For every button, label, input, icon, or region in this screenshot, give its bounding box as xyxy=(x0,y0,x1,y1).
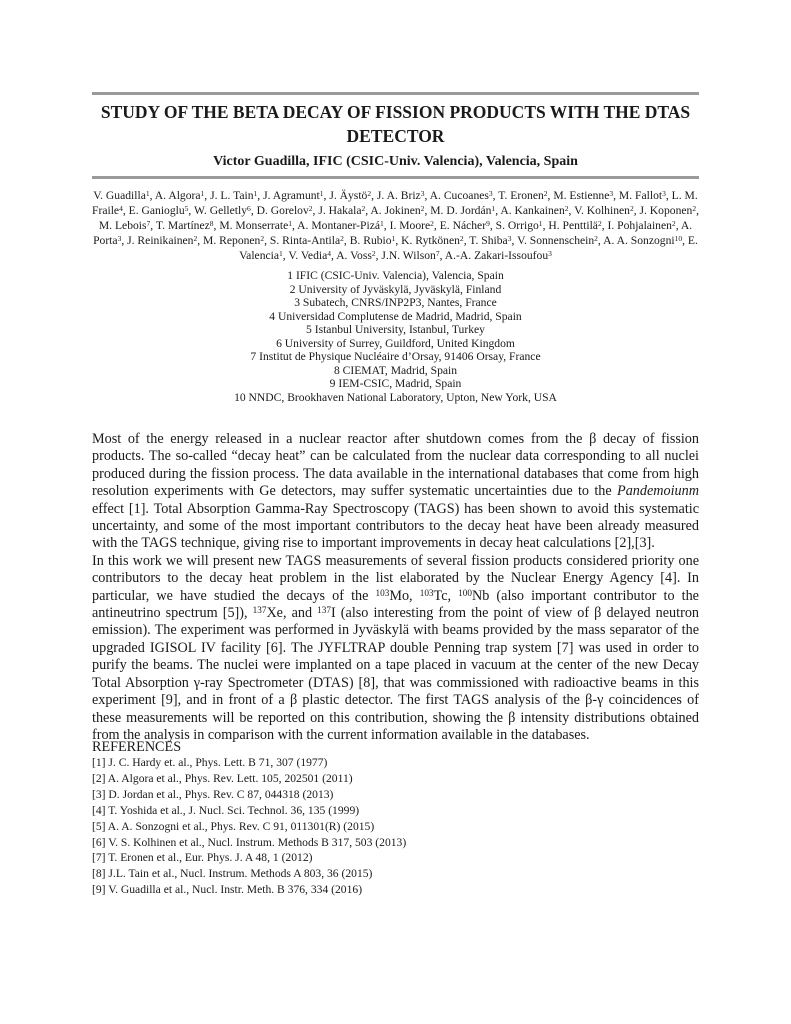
affiliation-item: 7 Institut de Physique Nucléaire d’Orsay, 91406 Orsay, France xyxy=(250,350,541,363)
affiliation-marker: 2 xyxy=(629,203,634,213)
affiliation-marker: 2 xyxy=(420,203,425,213)
author-name: A. A. Sonzogni xyxy=(603,234,675,248)
author-name: E. Nácher xyxy=(439,219,487,233)
author-name: J. A. Briz xyxy=(376,189,421,202)
paper-title: STUDY OF THE BETA DECAY OF FISSION PRODUCTS WITH THE DTAS DETECTOR xyxy=(100,102,691,146)
author-name: V. Guadilla xyxy=(93,189,146,202)
affiliation-marker: 2 xyxy=(692,203,697,213)
author xyxy=(496,219,543,232)
affiliation-marker: 3 xyxy=(117,233,122,243)
affiliation-marker: 1 xyxy=(391,233,396,243)
affiliation-marker: 3 xyxy=(488,188,493,198)
affiliation-marker: 2 xyxy=(459,233,464,243)
author-name: E. Valencia xyxy=(239,234,698,263)
affiliation-marker: 1 xyxy=(145,188,150,198)
affiliation-marker: 2 xyxy=(371,248,376,258)
reference-item: [8] J.L. Tain et al., Nucl. Instrum. Methods A 803, 36 (2015) xyxy=(92,867,373,881)
reference-list xyxy=(92,755,699,898)
affiliation-marker: 8 xyxy=(209,218,214,228)
author-name: J. Agramunt xyxy=(263,189,320,202)
author-name: A. Voss xyxy=(336,249,372,263)
presenter-byline: Victor Guadilla, IFIC (CSIC-Univ. Valencia), Valencia, Spain xyxy=(213,154,578,169)
author-name: I. Moore xyxy=(389,219,431,233)
affiliation-marker: 3 xyxy=(420,188,425,198)
author-list: V. Guadilla$^1$, A. Algora$^1$, J. L. Tain$^1$, J. Agramunt$^1$, J. Äystö$^2$, J. A. Briz$^3$, A. Cucoanes$^3$, T. Eronen$^2$, M. Estienne$^3$, M. Fallot$^3$, L. M. Fraile$^4$, E. Ganioglu$^5$, W. Gelletly$^6$, D. Gorelov$^2$, J. Hakala$^2$, A. Jokinen$^2$, M. D. Jordán$^1$, A. Kankainen$^2$, V. Kolhinen$^2$, J. Koponen$^2$, M. Lebois$^7$, T. Martínez$^8$, M. Monserrate$^1$, A. Montaner-Pizá$^1$, I. Moore$^2$, E. Nácher$^9$, S. Orrigo$^1$, H. Penttilä$^2$, I. Pohjalainen$^2$, A. Porta$^3$, J. Reinikainen$^2$, M. Reponen$^2$, S. Rinta-Antila$^2$, B. Rubio$^1$, K. Rytkönen$^2$, T. Shiba$^3$, V. Sonnenschein$^2$, A. A. Sonzogni$^{10}$, E. Valencia$^1$, V. Vedia$^4$, A. Voss$^2$, J.N. Wilson$^7$, A.-A. Zakari-Issoufou$^3$ xyxy=(92,188,699,263)
affiliation-marker: 2 xyxy=(594,233,598,243)
affiliation-marker: 1 xyxy=(380,218,384,228)
author xyxy=(603,234,682,247)
reference-item: [6] V. S. Kolhinen et al., Nucl. Instrum. Methods B 317, 503 (2013) xyxy=(92,835,407,849)
header-rule xyxy=(92,176,699,179)
abstract xyxy=(92,431,699,744)
author-name: T. Shiba xyxy=(469,234,508,248)
affiliation-marker: 1 xyxy=(288,218,292,228)
isotope-mass: 103 xyxy=(375,587,390,598)
author xyxy=(401,234,464,247)
author-name: M. D. Jordán xyxy=(430,204,492,218)
author-name: M. Estienne xyxy=(553,189,610,202)
isotope-mass: 103 xyxy=(419,587,434,598)
author-name: A. Montaner-Pizá xyxy=(297,219,381,233)
author xyxy=(430,189,493,202)
author xyxy=(553,189,613,202)
affiliation-marker: 5 xyxy=(184,203,189,213)
affiliation-marker: 3 xyxy=(548,248,552,258)
author xyxy=(219,219,292,232)
affiliation-marker: 2 xyxy=(367,188,372,198)
author xyxy=(548,219,601,232)
affiliation-list xyxy=(92,269,699,404)
affiliation-marker: 2 xyxy=(671,218,676,228)
affiliation-marker: 3 xyxy=(507,233,512,243)
author xyxy=(377,189,425,202)
affiliation-marker: 4 xyxy=(119,203,123,213)
affiliation-marker: 1 xyxy=(319,188,324,198)
reference-item: [3] D. Jordan et al., Phys. Rev. C 87, 044318 (2013) xyxy=(92,787,334,801)
author-name: I. Pohjalainen xyxy=(607,219,672,233)
author-name: K. Rytkönen xyxy=(401,234,460,248)
affiliation-item: 5 Istanbul University, Istanbul, Turkey xyxy=(306,323,485,336)
author xyxy=(430,204,495,217)
author xyxy=(263,189,323,202)
author-name: H. Penttilä xyxy=(548,219,598,233)
author xyxy=(270,234,344,247)
author-name: A. Algora xyxy=(154,189,201,202)
affiliation-marker: 7 xyxy=(146,218,151,228)
affiliation-item: 10 NNDC, Brookhaven National Laboratory, Upton, New York, USA xyxy=(234,390,557,404)
author-name: M. Fallot xyxy=(618,189,663,202)
author xyxy=(370,204,424,217)
author xyxy=(500,204,568,217)
author-name: J. L. Tain xyxy=(210,189,254,202)
abstract-paragraph-1: Most of the energy released in a nuclear reactor after shutdown comes from the β decay of fission products. The so-called “decay heat” can be calculated from the nuclear data corresponding to all nuclei produced during the fission process. The data available in the international databases that come from high resolution experiments with Ge detectors, may suffer systematic uncertainties due to the Pandemoiunm effect [1]. Total Absorption Gamma-Ray Spectroscopy (TAGS) has been shown to avoid this systematic uncertainty, and some of the most important contributors to the decay heat have been already measured with the TAGS technique, giving rise to important improvements in decay heat calculations [2],[3]. xyxy=(92,431,699,552)
author-name: B. Rubio xyxy=(349,234,392,248)
author xyxy=(127,234,197,247)
author-name: A. Porta xyxy=(93,219,693,248)
author-name: J. Reinikainen xyxy=(127,234,194,248)
author-name: J. Hakala xyxy=(318,204,362,218)
reference-item: [5] A. A. Sonzogni et al., Phys. Rev. C 91, 011301(R) (2015) xyxy=(92,819,375,833)
author xyxy=(210,189,257,202)
author-name: M. Monserrate xyxy=(219,219,289,233)
author-name: A. Cucoanes xyxy=(429,189,489,202)
author-name: A. Jokinen xyxy=(370,204,421,218)
author xyxy=(469,234,511,247)
author-name: S. Orrigo xyxy=(495,219,539,233)
affiliation-marker: 3 xyxy=(662,188,666,198)
affiliation-marker: 2 xyxy=(260,233,265,243)
author xyxy=(194,204,251,217)
author xyxy=(156,219,214,232)
author xyxy=(129,204,189,217)
author xyxy=(257,204,313,217)
affiliation-marker: 2 xyxy=(308,203,313,213)
affiliation-marker: 2 xyxy=(193,233,198,243)
author-name: M. Lebois xyxy=(98,219,147,233)
affiliation-item: 8 CIEMAT, Madrid, Spain xyxy=(333,363,458,377)
abstract-paragraph-2: In this work we will present new TAGS measurements of several fission products considered priority one contributors to the decay heat problem in the list elaborated by the Nuclear Energy Agency [4]. In particular, we have studied the decays of the $^{103}$Mo, $^{103}$Tc, $^{100}$Nb (also important contributor to the antineutrino spectrum [5]), $^{137}$Xe, and $^{137}$I (also interesting from the point of view of β delayed neutron emission). The experiment was performed in Jyväskylä with beams provided by the mass separator of the upgraded IGISOL IV facility [6]. The JYFLTRAP double Penning trap system [7] was used in order to purify the beams. The nuclei were implanted on a tape placed in vacuum at the center of the new Decay Total Absorption γ-ray Spectrometer (DTAS) [8], that was commissioned with radioactive beams in this experiment [9], and in front of a β plastic detector. The first TAGS analysis of the β-γ coincidences of these measurements will be reported on this contribution, showing the β intensity distributions obtained from the analysis in comparison with the current information available in the databases. xyxy=(92,552,700,743)
affiliation-marker: 1 xyxy=(253,188,258,198)
affiliation-item: 1 IFIC (CSIC-Univ. Valencia), Valencia, Spain xyxy=(287,269,504,282)
affiliation-marker: 2 xyxy=(564,203,569,213)
affiliation-marker: 1 xyxy=(538,218,543,228)
author xyxy=(517,234,598,247)
affiliation-marker: 9 xyxy=(486,218,490,228)
affiliation-item: 2 University of Jyväskylä, Jyväskylä, Finland xyxy=(289,282,502,296)
author xyxy=(440,219,490,232)
isotope-mass: 100 xyxy=(458,587,472,598)
author xyxy=(297,219,384,232)
author-name: E. Ganioglu xyxy=(128,204,185,218)
reference-item: [7] T. Eronen et al., Eur. Phys. J. A 48, 1 (2012) xyxy=(92,851,313,865)
author xyxy=(608,219,676,232)
author-name: W. Gelletly xyxy=(194,204,248,218)
affiliation-marker: 2 xyxy=(597,218,602,228)
author-name: L. M. Fraile xyxy=(92,189,698,218)
author xyxy=(318,204,365,217)
author-name: A. Kankainen xyxy=(500,204,565,218)
affiliation-marker: 1 xyxy=(491,203,496,213)
author xyxy=(498,189,547,202)
author xyxy=(619,189,666,202)
affiliation-marker: 10 xyxy=(674,233,683,243)
reference-item: [2] A. Algora et al., Phys. Rev. Lett. 105, 202501 (2011) xyxy=(92,771,353,785)
author xyxy=(390,219,434,232)
references-heading: REFERENCES xyxy=(92,739,182,755)
author xyxy=(350,234,396,247)
author xyxy=(336,249,375,262)
affiliation-item: 6 University of Surrey, Guildford, United Kingdom xyxy=(276,336,515,350)
affiliation-item: 4 Universidad Complutense de Madrid, Madrid, Spain xyxy=(269,309,522,323)
affiliation-marker: 2 xyxy=(340,233,344,243)
author-name: J.N. Wilson xyxy=(381,249,436,263)
author xyxy=(288,249,331,262)
author xyxy=(203,234,264,247)
author xyxy=(640,204,697,217)
author xyxy=(155,189,205,202)
affiliation-marker: 2 xyxy=(430,218,434,228)
author-name: V. Sonnenschein xyxy=(517,234,595,248)
author xyxy=(445,249,552,262)
author xyxy=(93,189,149,202)
affiliation-marker: 2 xyxy=(543,188,548,198)
author-name: T. Eronen xyxy=(498,189,544,202)
author xyxy=(574,204,634,217)
affiliation-item: 3 Subatech, CNRS/INP2P3, Nantes, France xyxy=(294,296,497,309)
reference-item: [4] T. Yoshida et al., J. Nucl. Sci. Technol. 36, 135 (1999) xyxy=(92,803,360,817)
affiliation-marker: 1 xyxy=(200,188,205,198)
isotope-mass: 137 xyxy=(252,604,267,615)
author-name: J. Äystö xyxy=(329,189,368,202)
author-name: D. Gorelov xyxy=(256,204,309,218)
affiliation-marker: 4 xyxy=(327,248,332,258)
author-name: A.-A. Zakari-Issoufou xyxy=(444,249,549,263)
affiliation-item: 9 IEM-CSIC, Madrid, Spain xyxy=(329,377,462,390)
affiliation-marker: 3 xyxy=(609,188,614,198)
author-name: M. Reponen xyxy=(203,234,261,248)
reference-item: [9] V. Guadilla et al., Nucl. Instr. Meth. B 376, 334 (2016) xyxy=(92,883,363,897)
reference-item: [1] J. C. Hardy et. al., Phys. Lett. B 71, 307 (1977) xyxy=(92,756,328,769)
affiliation-marker: 2 xyxy=(361,203,366,213)
author-name: T. Martínez xyxy=(155,219,210,233)
affiliation-marker: 6 xyxy=(247,203,251,213)
author-name: V. Vedia xyxy=(288,249,328,263)
pandemonium-term: Pandemoiunm xyxy=(617,483,699,500)
author-name: V. Kolhinen xyxy=(574,204,630,218)
author-name: S. Rinta-Antila xyxy=(269,234,341,248)
author xyxy=(329,189,371,202)
author xyxy=(381,249,439,262)
author xyxy=(99,219,150,232)
isotope-mass: 137 xyxy=(317,604,331,615)
affiliation-marker: 7 xyxy=(435,248,440,258)
top-rule xyxy=(92,92,699,95)
affiliation-marker: 1 xyxy=(279,248,283,258)
author-name: J. Koponen xyxy=(639,204,693,218)
